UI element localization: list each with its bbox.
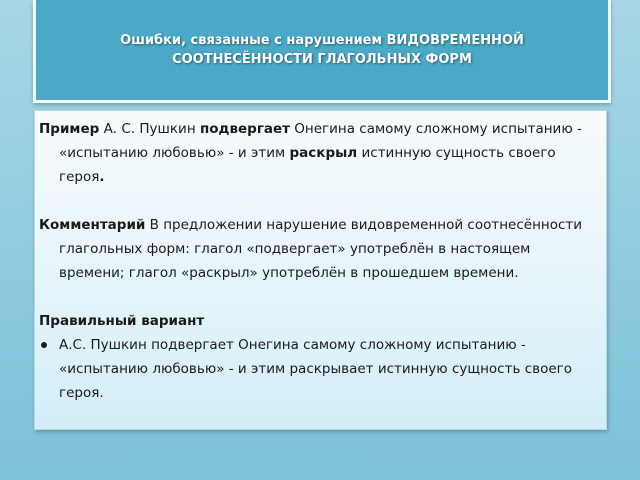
slide-title-box bbox=[33, 0, 611, 103]
correct-text: А.С. Пушкин подвергает Онегина самому сложному испытанию - «испытанию любовью» - и этим раскрывает истинную сущность своего героя. bbox=[59, 337, 572, 401]
title-line-2: СООТНЕСЁННОСТИ ГЛАГОЛЬНЫХ ФОРМ bbox=[172, 52, 472, 67]
comment-text: В предложении нарушение видовременной соотнесённости глагольных форм: глагол «подвергает» употреблён в настоящем времени; глагол «раскрыл» употреблён в прошедшем времени. bbox=[59, 217, 583, 281]
title-line-1: Ошибки, связанные с нарушением ВИДОВРЕМЕННОЙ bbox=[120, 33, 524, 48]
spacer bbox=[39, 285, 596, 309]
comment-paragraph bbox=[39, 213, 596, 285]
example-text-2: Онегина самому сложному испытанию - «испытанию любовью» - и этим bbox=[59, 121, 582, 161]
bullet-icon bbox=[41, 342, 47, 348]
correct-heading-paragraph bbox=[39, 309, 596, 333]
correct-bullet-item bbox=[39, 333, 596, 405]
slide-title bbox=[87, 31, 557, 69]
correct-label: Правильный вариант bbox=[39, 313, 205, 329]
example-paragraph bbox=[39, 117, 596, 189]
example-verb-2: раскрыл bbox=[289, 145, 358, 161]
example-period: . bbox=[99, 169, 105, 185]
content-box bbox=[34, 110, 607, 430]
example-text-3: истинную сущность своего героя bbox=[59, 145, 556, 185]
spacer bbox=[39, 189, 596, 213]
example-verb-1: подвергает bbox=[199, 121, 290, 137]
example-label: Пример bbox=[39, 121, 100, 137]
example-text-1: А. С. Пушкин bbox=[99, 121, 200, 137]
comment-label: Комментарий bbox=[39, 217, 146, 233]
